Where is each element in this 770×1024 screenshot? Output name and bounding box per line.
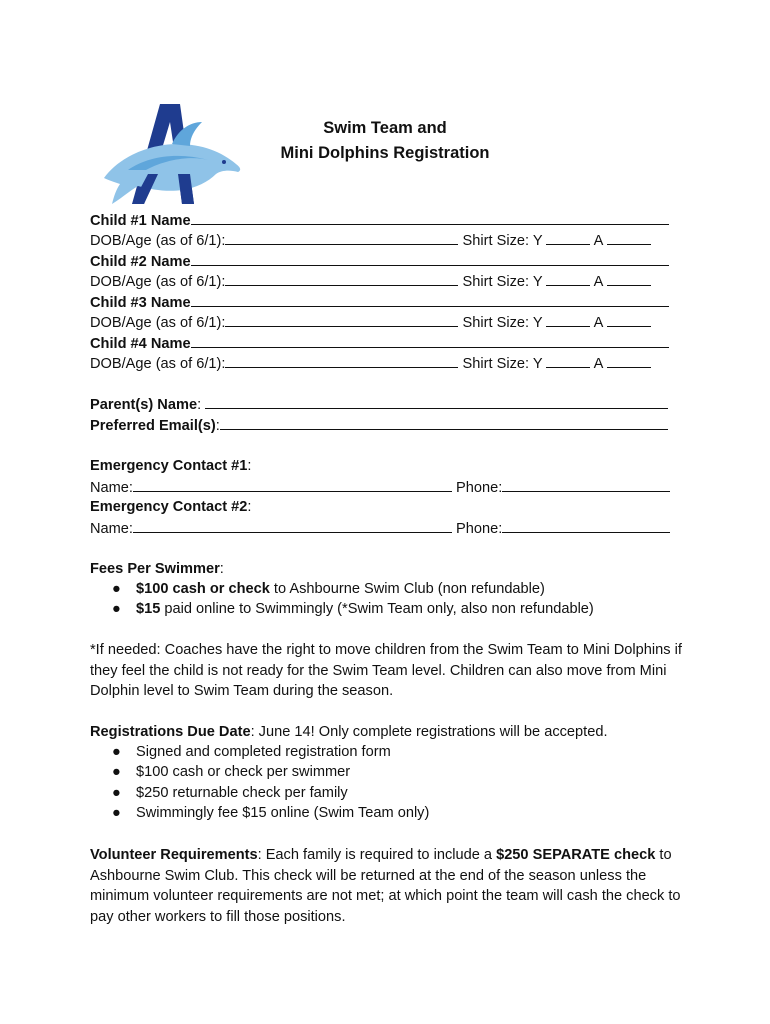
emergency-2-name-label: Name:: [90, 521, 133, 537]
page-title: [250, 116, 520, 165]
child-4-name-label: Child #4 Name: [90, 336, 191, 352]
parent-name-row: [90, 394, 690, 414]
child-3-shirt-y-field[interactable]: [546, 312, 590, 327]
child-4-dob-row: [90, 353, 690, 373]
child-1-dob-field[interactable]: [225, 230, 458, 245]
child-3-dob-field[interactable]: [225, 312, 458, 327]
child-2-dob-label: DOB/Age (as of 6/1):: [90, 274, 226, 290]
email-row: [90, 415, 690, 435]
emergency-2-heading-row: [90, 497, 690, 517]
bullet-icon: ●: [112, 785, 121, 801]
logo-dolphin: [104, 144, 240, 204]
parent-name-colon: :: [197, 397, 202, 413]
child-2-dob-field[interactable]: [225, 271, 458, 286]
coaches-note: *If needed: Coaches have the right to move children from the Swim Team to Mini Dolphins if they feel the child is not ready for the Swim Team level. Children can also move from Mini Dolphin level to Swim Team during the season.: [90, 642, 682, 699]
child-2-shirt-label: Shirt Size: Y: [462, 274, 543, 290]
child-2-name-field[interactable]: [191, 251, 669, 266]
emergency-1-row: [90, 477, 690, 497]
due-item-3-text: $250 returnable check per family: [136, 785, 348, 801]
child-2-adult-label: A: [593, 274, 603, 290]
fees-heading-row: [90, 559, 690, 579]
child-4-shirt-y-field[interactable]: [546, 353, 590, 368]
child-1-name-row: [90, 210, 690, 230]
child-1-shirt-label: Shirt Size: Y: [462, 233, 543, 249]
child-1-adult-label: A: [593, 233, 603, 249]
child-3-name-field[interactable]: [191, 292, 669, 307]
bullet-icon: ●: [112, 601, 121, 617]
emergency-1-name-label: Name:: [90, 480, 133, 496]
bullet-icon: ●: [112, 764, 121, 780]
volunteer-text-1: : Each family is required to include a: [257, 847, 497, 863]
dolphin-logo: [98, 100, 244, 208]
child-1-dob-label: DOB/Age (as of 6/1):: [90, 233, 226, 249]
child-4-dob-label: DOB/Age (as of 6/1):: [90, 356, 226, 372]
due-date-row: [90, 722, 690, 742]
child-2-shirt-a-field[interactable]: [607, 271, 651, 286]
child-1-name-label: Child #1 Name: [90, 213, 191, 229]
fees-item-2-text: paid online to Swimmingly (*Swim Team only, also non refundable): [160, 601, 594, 617]
emergency-1-colon: :: [247, 458, 252, 474]
volunteer-text-2: to Ashbourne Swim Club. This check will be returned at the end of the season unless the minimum volunteer requirements are not met; at which point the team will cash the check to pay other workers to fill those positions.: [90, 847, 681, 925]
title-line-1: Swim Team and: [323, 119, 447, 137]
volunteer-paragraph: [90, 845, 690, 927]
child-2-name-label: Child #2 Name: [90, 254, 191, 270]
fees-item-1: [112, 579, 545, 599]
parent-name-label: Parent(s) Name: [90, 397, 198, 413]
fees-item-2: [112, 599, 594, 619]
bullet-icon: ●: [112, 805, 121, 821]
emergency-2-colon: :: [247, 499, 252, 515]
child-3-shirt-a-field[interactable]: [607, 312, 651, 327]
child-3-dob-row: [90, 312, 690, 332]
fees-item-2-bold: $15: [136, 601, 161, 617]
fees-item-1-text: to Ashbourne Swim Club (non refundable): [269, 581, 545, 597]
fees-heading: Fees Per Swimmer: [90, 561, 220, 577]
child-3-adult-label: A: [593, 315, 603, 331]
email-label: Preferred Email(s): [90, 418, 216, 434]
volunteer-bold: $250 SEPARATE check: [496, 847, 656, 863]
child-1-dob-row: [90, 230, 690, 250]
emergency-1-phone-label: Phone:: [456, 480, 503, 496]
child-2-name-row: [90, 251, 690, 271]
emergency-2-name-field[interactable]: [133, 518, 452, 533]
child-3-name-label: Child #3 Name: [90, 295, 191, 311]
title-line-2: Mini Dolphins Registration: [280, 143, 490, 162]
bullet-icon: ●: [112, 744, 121, 760]
volunteer-heading: Volunteer Requirements: [90, 847, 258, 863]
due-item-1-text: Signed and completed registration form: [136, 744, 391, 760]
bullet-icon: ●: [112, 581, 121, 597]
due-item-1: [112, 742, 391, 762]
emergency-1-phone-field[interactable]: [502, 477, 670, 492]
child-4-adult-label: A: [593, 356, 603, 372]
due-date-heading: Registrations Due Date: [90, 724, 251, 740]
due-item-4-text: Swimmingly fee $15 online (Swim Team only): [136, 805, 430, 821]
child-4-dob-field[interactable]: [225, 353, 458, 368]
emergency-1-name-field[interactable]: [133, 477, 452, 492]
fees-colon: :: [219, 561, 224, 577]
child-2-dob-row: [90, 271, 690, 291]
child-4-shirt-label: Shirt Size: Y: [462, 356, 543, 372]
child-4-name-row: [90, 333, 690, 353]
child-2-shirt-y-field[interactable]: [546, 271, 590, 286]
emergency-1-heading: Emergency Contact #1: [90, 458, 248, 474]
emergency-1-heading-row: [90, 456, 690, 476]
emergency-2-row: [90, 518, 690, 538]
due-item-3: [112, 783, 348, 803]
parent-name-field[interactable]: [205, 394, 668, 409]
due-date-text: : June 14! Only complete registrations will be accepted.: [250, 724, 608, 740]
email-colon: :: [215, 418, 220, 434]
due-item-2: [112, 762, 350, 782]
child-3-dob-label: DOB/Age (as of 6/1):: [90, 315, 226, 331]
fees-item-1-bold: $100 cash or check: [136, 581, 270, 597]
email-field[interactable]: [220, 415, 668, 430]
child-1-shirt-a-field[interactable]: [607, 230, 651, 245]
emergency-2-phone-label: Phone:: [456, 521, 503, 537]
child-3-shirt-label: Shirt Size: Y: [462, 315, 543, 331]
due-item-2-text: $100 cash or check per swimmer: [136, 764, 351, 780]
child-1-shirt-y-field[interactable]: [546, 230, 590, 245]
child-4-name-field[interactable]: [191, 333, 669, 348]
child-1-name-field[interactable]: [191, 210, 669, 225]
emergency-2-heading: Emergency Contact #2: [90, 499, 248, 515]
child-3-name-row: [90, 292, 690, 312]
due-item-4: [112, 803, 429, 823]
child-4-shirt-a-field[interactable]: [607, 353, 651, 368]
emergency-2-phone-field[interactable]: [502, 518, 670, 533]
